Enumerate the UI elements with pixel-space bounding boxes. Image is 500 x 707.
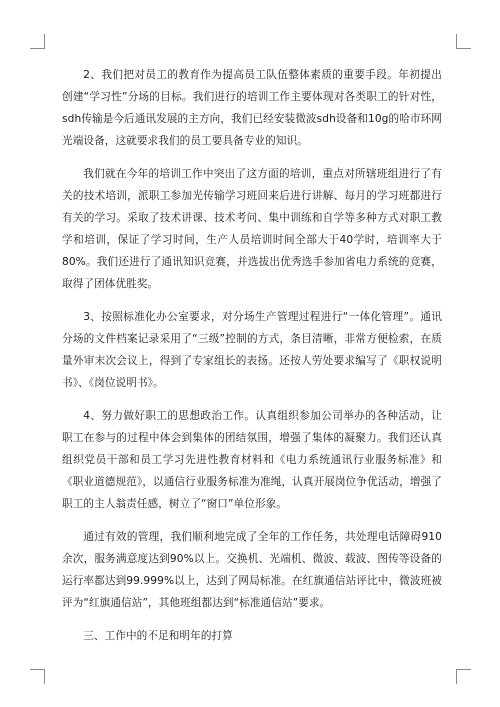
paragraph-political-work: 4、努力做好职工的思想政治工作。认真组织参加公司举办的各种活动，让职工在参与的过程中体会到集体的团结氛围，增强了集体的凝聚力。我们还认真组织党员干部和员工学习先进性教育材料和《电力系统通讯行业服务标准》和《职业道德规范》，以通信行业服务标准为准绳，认真开展岗位争优活动，增强了职工的主人翁责任感，树立了“窗口”单位形象。 xyxy=(62,410,442,510)
crop-mark-top-left xyxy=(30,34,45,49)
crop-mark-top-right xyxy=(456,34,471,49)
document-body xyxy=(62,64,442,658)
paragraph-training: 我们就在今年的培训工作中突出了这方面的培训，重点对所辖班组进行了有关的技术培训，派职工参加光传输学习班回来后进行讲解、每月的学习班都进行有关的学习。采取了技术讲课、技术考问、集中训练和自学等多种方式对职工教学和培训，保证了学习时间，生产人员培训时间全部大于40学时，培训率大于80%。我们还进行了通讯知识竞赛，并选拔出优秀选手参加省电力系统的竞赛，取得了团体优胜奖。 xyxy=(62,168,442,290)
paragraph-standardization: 3、按照标准化办公室要求，对分场生产管理过程进行“一体化管理”。通讯分场的文件档案记录采用了“三级”控制的方式，条目清晰，非常方便检索，在质量外审末次会议上，得到了专家组长的表扬。还按人劳处要求编写了《职权说明书》、《岗位说明书》。 xyxy=(62,311,442,389)
section-heading-shortcomings: 三、工作中的不足和明年的打算 xyxy=(83,630,233,642)
crop-mark-bottom-left xyxy=(30,669,45,684)
paragraph-education: 2、我们把对员工的教育作为提高员工队伍整体素质的重要手段。年初提出创建“学习性”分场的目标。我们进行的培训工作主要体现对各类职工的针对性，sdh传输是今后通讯发展的主方向，我们已经安装微波sdh设备和10g的哈市环网光端设备，这就要求我们的员工要具备专业的知识。 xyxy=(62,69,442,147)
crop-mark-bottom-right xyxy=(456,669,471,684)
paragraph-results: 通过有效的管理，我们顺利地完成了全年的工作任务，共处理电话障碍910余次，服务满意度达到90%以上。交换机、光端机、微波、载波、图传等设备的运行率都达到99.999%以上，达到了网局标准。在红旗通信站评比中，微波班被评为“红旗通信站”，其他班组都达到“标准通信站”要求。 xyxy=(62,531,442,609)
